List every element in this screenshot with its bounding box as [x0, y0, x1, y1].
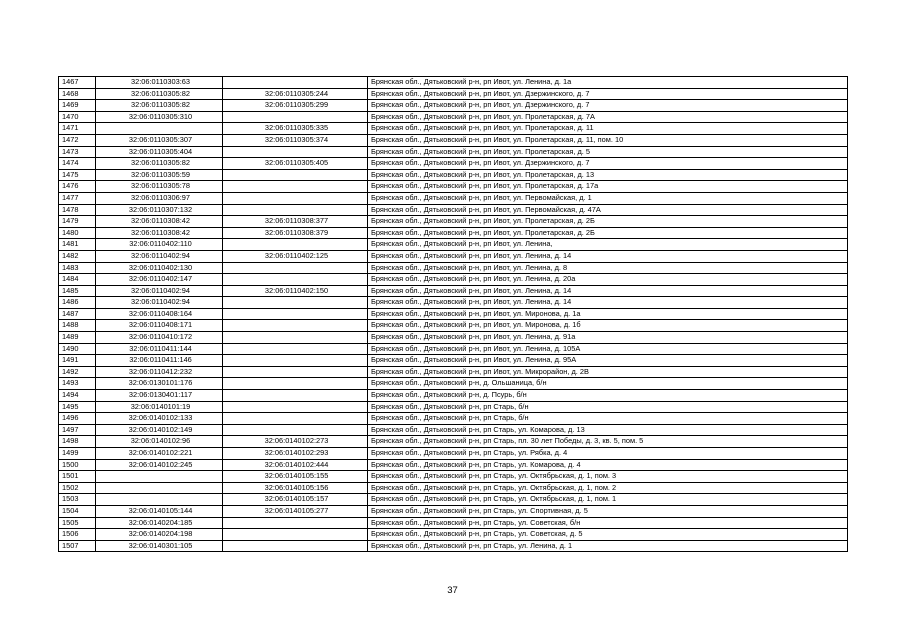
- address-cell: Брянская обл., Дятьковский р-н, рп Старь, ул. Октябрьская, д. 1, пом. 2: [368, 482, 848, 494]
- row-number-cell: 1471: [59, 123, 96, 135]
- table-row: [59, 482, 848, 494]
- land-cadastral-number-cell: 32:06:0140204:198: [96, 529, 223, 541]
- row-number-cell: 1495: [59, 401, 96, 413]
- building-cadastral-number-cell: 32:06:0140105:156: [223, 482, 368, 494]
- building-cadastral-number-cell: [223, 262, 368, 274]
- building-cadastral-number-cell: [223, 424, 368, 436]
- land-cadastral-number-cell: [96, 494, 223, 506]
- row-number-cell: 1468: [59, 88, 96, 100]
- table-row: [59, 250, 848, 262]
- land-cadastral-number-cell: 32:06:0110411:146: [96, 355, 223, 367]
- building-cadastral-number-cell: [223, 239, 368, 251]
- land-cadastral-number-cell: 32:06:0110305:78: [96, 181, 223, 193]
- row-number-cell: 1470: [59, 111, 96, 123]
- building-cadastral-number-cell: 32:06:0110402:150: [223, 285, 368, 297]
- land-cadastral-number-cell: 32:06:0110303:63: [96, 77, 223, 89]
- building-cadastral-number-cell: [223, 517, 368, 529]
- building-cadastral-number-cell: [223, 192, 368, 204]
- building-cadastral-number-cell: 32:06:0140102:273: [223, 436, 368, 448]
- address-cell: Брянская обл., Дятьковский р-н, рп Ивот, ул. Ленина, д. 8: [368, 262, 848, 274]
- row-number-cell: 1496: [59, 413, 96, 425]
- land-cadastral-number-cell: 32:06:0110305:82: [96, 88, 223, 100]
- land-cadastral-number-cell: 32:06:0140102:149: [96, 424, 223, 436]
- table-row: [59, 169, 848, 181]
- row-number-cell: 1490: [59, 343, 96, 355]
- address-cell: Брянская обл., Дятьковский р-н, рп Ивот, ул. Первомайская, д. 47А: [368, 204, 848, 216]
- table-row: [59, 123, 848, 135]
- address-cell: Брянская обл., Дятьковский р-н, рп Ивот, ул. Пролетарская, д. 13: [368, 169, 848, 181]
- table-row: [59, 424, 848, 436]
- table-row: [59, 227, 848, 239]
- row-number-cell: 1500: [59, 459, 96, 471]
- row-number-cell: 1502: [59, 482, 96, 494]
- land-cadastral-number-cell: 32:06:0110306:97: [96, 192, 223, 204]
- page-number: 37: [447, 585, 458, 596]
- row-number-cell: 1486: [59, 297, 96, 309]
- table-row: [59, 471, 848, 483]
- address-cell: Брянская обл., Дятьковский р-н, рп Ивот, ул. Микрорайон, д. 2В: [368, 366, 848, 378]
- row-number-cell: 1478: [59, 204, 96, 216]
- table-row: [59, 134, 848, 146]
- building-cadastral-number-cell: [223, 146, 368, 158]
- row-number-cell: 1499: [59, 448, 96, 460]
- address-cell: Брянская обл., Дятьковский р-н, рп Ивот, ул. Ленина, д. 91а: [368, 332, 848, 344]
- building-cadastral-number-cell: [223, 413, 368, 425]
- address-cell: Брянская обл., Дятьковский р-н, рп Ивот, ул. Ленина, д. 14: [368, 285, 848, 297]
- building-cadastral-number-cell: 32:06:0140105:277: [223, 505, 368, 517]
- building-cadastral-number-cell: [223, 529, 368, 541]
- row-number-cell: 1498: [59, 436, 96, 448]
- row-number-cell: 1476: [59, 181, 96, 193]
- address-cell: Брянская обл., Дятьковский р-н, рп Ивот, ул. Ленина, д. 14: [368, 297, 848, 309]
- address-cell: Брянская обл., Дятьковский р-н, рп Старь, ул. Рябка, д. 4: [368, 448, 848, 460]
- land-cadastral-number-cell: 32:06:0110308:42: [96, 227, 223, 239]
- table-row: [59, 505, 848, 517]
- address-cell: Брянская обл., Дятьковский р-н, рп Ивот, ул. Ленина, д. 1а: [368, 77, 848, 89]
- address-cell: Брянская обл., Дятьковский р-н, рп Ивот, ул. Миронова, д. 1а: [368, 308, 848, 320]
- table-row: [59, 285, 848, 297]
- building-cadastral-number-cell: [223, 77, 368, 89]
- table-row: [59, 100, 848, 112]
- table-row: [59, 308, 848, 320]
- building-cadastral-number-cell: [223, 366, 368, 378]
- land-cadastral-number-cell: 32:06:0140102:133: [96, 413, 223, 425]
- building-cadastral-number-cell: [223, 540, 368, 552]
- table-row: [59, 216, 848, 228]
- land-cadastral-number-cell: 32:06:0110305:307: [96, 134, 223, 146]
- address-cell: Брянская обл., Дятьковский р-н, рп Ивот, ул. Ленина, д. 105А: [368, 343, 848, 355]
- building-cadastral-number-cell: [223, 332, 368, 344]
- address-cell: Брянская обл., Дятьковский р-н, рп Старь, ул. Комарова, д. 4: [368, 459, 848, 471]
- building-cadastral-number-cell: 32:06:0110308:377: [223, 216, 368, 228]
- row-number-cell: 1485: [59, 285, 96, 297]
- land-cadastral-number-cell: 32:06:0140102:96: [96, 436, 223, 448]
- row-number-cell: 1480: [59, 227, 96, 239]
- address-cell: Брянская обл., Дятьковский р-н, д. Ольшаница, б/н: [368, 378, 848, 390]
- address-cell: Брянская обл., Дятьковский р-н, рп Старь, б/н: [368, 401, 848, 413]
- table-row: [59, 459, 848, 471]
- table-row: [59, 77, 848, 89]
- land-cadastral-number-cell: 32:06:0140102:245: [96, 459, 223, 471]
- row-number-cell: 1504: [59, 505, 96, 517]
- building-cadastral-number-cell: 32:06:0110305:244: [223, 88, 368, 100]
- building-cadastral-number-cell: [223, 378, 368, 390]
- address-cell: Брянская обл., Дятьковский р-н, рп Ивот, ул. Дзержинского, д. 7: [368, 158, 848, 170]
- address-cell: Брянская обл., Дятьковский р-н, рп Ивот, ул. Ленина, д. 14: [368, 250, 848, 262]
- row-number-cell: 1491: [59, 355, 96, 367]
- land-cadastral-number-cell: 32:06:0110307:132: [96, 204, 223, 216]
- building-cadastral-number-cell: 32:06:0140105:155: [223, 471, 368, 483]
- row-number-cell: 1469: [59, 100, 96, 112]
- row-number-cell: 1482: [59, 250, 96, 262]
- address-cell: Брянская обл., Дятьковский р-н, рп Старь, ул. Советская, б/н: [368, 517, 848, 529]
- land-cadastral-number-cell: 32:06:0140105:144: [96, 505, 223, 517]
- land-cadastral-number-cell: 32:06:0140301:105: [96, 540, 223, 552]
- table-row: [59, 378, 848, 390]
- table-row: [59, 111, 848, 123]
- table-row: [59, 320, 848, 332]
- land-cadastral-number-cell: 32:06:0130401:117: [96, 390, 223, 402]
- land-cadastral-number-cell: 32:06:0140102:221: [96, 448, 223, 460]
- table-row: [59, 355, 848, 367]
- table-row: [59, 390, 848, 402]
- building-cadastral-number-cell: [223, 181, 368, 193]
- address-cell: Брянская обл., Дятьковский р-н, рп Ивот, ул. Первомайская, д. 1: [368, 192, 848, 204]
- table-row: [59, 204, 848, 216]
- building-cadastral-number-cell: [223, 111, 368, 123]
- table-row: [59, 88, 848, 100]
- register-table-body: [59, 77, 848, 552]
- building-cadastral-number-cell: 32:06:0140102:444: [223, 459, 368, 471]
- building-cadastral-number-cell: [223, 169, 368, 181]
- row-number-cell: 1489: [59, 332, 96, 344]
- table-row: [59, 332, 848, 344]
- building-cadastral-number-cell: [223, 390, 368, 402]
- building-cadastral-number-cell: [223, 297, 368, 309]
- land-cadastral-number-cell: 32:06:0110402:130: [96, 262, 223, 274]
- land-cadastral-number-cell: 32:06:0110402:94: [96, 285, 223, 297]
- table-row: [59, 436, 848, 448]
- land-cadastral-number-cell: 32:06:0130101:176: [96, 378, 223, 390]
- address-cell: Брянская обл., Дятьковский р-н, рп Старь, ул. Октябрьская, д. 1, пом. 3: [368, 471, 848, 483]
- row-number-cell: 1494: [59, 390, 96, 402]
- row-number-cell: 1484: [59, 274, 96, 286]
- address-cell: Брянская обл., Дятьковский р-н, рп Ивот, ул. Пролетарская, д. 5: [368, 146, 848, 158]
- row-number-cell: 1488: [59, 320, 96, 332]
- building-cadastral-number-cell: [223, 401, 368, 413]
- row-number-cell: 1481: [59, 239, 96, 251]
- table-row: [59, 158, 848, 170]
- row-number-cell: 1473: [59, 146, 96, 158]
- land-cadastral-number-cell: [96, 123, 223, 135]
- building-cadastral-number-cell: 32:06:0140105:157: [223, 494, 368, 506]
- table-row: [59, 181, 848, 193]
- land-cadastral-number-cell: 32:06:0110308:42: [96, 216, 223, 228]
- land-cadastral-number-cell: 32:06:0110408:164: [96, 308, 223, 320]
- building-cadastral-number-cell: 32:06:0110305:405: [223, 158, 368, 170]
- building-cadastral-number-cell: 32:06:0110402:125: [223, 250, 368, 262]
- address-cell: Брянская обл., Дятьковский р-н, рп Старь, ул. Октябрьская, д. 1, пом. 1: [368, 494, 848, 506]
- land-cadastral-number-cell: 32:06:0110402:94: [96, 250, 223, 262]
- building-cadastral-number-cell: 32:06:0110308:379: [223, 227, 368, 239]
- address-cell: Брянская обл., Дятьковский р-н, рп Ивот, ул. Ленина, д. 95А: [368, 355, 848, 367]
- table-row: [59, 529, 848, 541]
- row-number-cell: 1479: [59, 216, 96, 228]
- building-cadastral-number-cell: 32:06:0110305:299: [223, 100, 368, 112]
- building-cadastral-number-cell: [223, 320, 368, 332]
- building-cadastral-number-cell: [223, 274, 368, 286]
- address-cell: Брянская обл., Дятьковский р-н, рп Ивот, ул. Ленина, д. 20а: [368, 274, 848, 286]
- address-cell: Брянская обл., Дятьковский р-н, рп Старь, ул. Ленина, д. 1: [368, 540, 848, 552]
- address-cell: Брянская обл., Дятьковский р-н, рп Старь, пл. 30 лет Победы, д. 3, кв. 5, пом. 5: [368, 436, 848, 448]
- property-register-table: [58, 76, 848, 552]
- table-row: [59, 239, 848, 251]
- land-cadastral-number-cell: [96, 482, 223, 494]
- land-cadastral-number-cell: 32:06:0110412:232: [96, 366, 223, 378]
- land-cadastral-number-cell: 32:06:0110305:59: [96, 169, 223, 181]
- table-row: [59, 146, 848, 158]
- address-cell: Брянская обл., Дятьковский р-н, рп Ивот, ул. Пролетарская, д. 11: [368, 123, 848, 135]
- table-row: [59, 262, 848, 274]
- row-number-cell: 1501: [59, 471, 96, 483]
- address-cell: Брянская обл., Дятьковский р-н, рп Ивот, ул. Ленина,: [368, 239, 848, 251]
- address-cell: Брянская обл., Дятьковский р-н, рп Ивот, ул. Дзержинского, д. 7: [368, 100, 848, 112]
- address-cell: Брянская обл., Дятьковский р-н, рп Ивот, ул. Пролетарская, д. 11, пом. 10: [368, 134, 848, 146]
- row-number-cell: 1507: [59, 540, 96, 552]
- building-cadastral-number-cell: 32:06:0110305:335: [223, 123, 368, 135]
- row-number-cell: 1474: [59, 158, 96, 170]
- row-number-cell: 1477: [59, 192, 96, 204]
- building-cadastral-number-cell: 32:06:0140102:293: [223, 448, 368, 460]
- table-row: [59, 274, 848, 286]
- land-cadastral-number-cell: 32:06:0110402:147: [96, 274, 223, 286]
- building-cadastral-number-cell: [223, 308, 368, 320]
- building-cadastral-number-cell: [223, 355, 368, 367]
- row-number-cell: 1487: [59, 308, 96, 320]
- address-cell: Брянская обл., Дятьковский р-н, рп Старь, ул. Комарова, д. 13: [368, 424, 848, 436]
- building-cadastral-number-cell: [223, 343, 368, 355]
- table-row: [59, 401, 848, 413]
- row-number-cell: 1506: [59, 529, 96, 541]
- row-number-cell: 1505: [59, 517, 96, 529]
- land-cadastral-number-cell: [96, 471, 223, 483]
- land-cadastral-number-cell: 32:06:0110305:82: [96, 158, 223, 170]
- address-cell: Брянская обл., Дятьковский р-н, рп Старь, б/н: [368, 413, 848, 425]
- table-row: [59, 297, 848, 309]
- address-cell: Брянская обл., Дятьковский р-н, д. Псурь, б/н: [368, 390, 848, 402]
- land-cadastral-number-cell: 32:06:0140204:185: [96, 517, 223, 529]
- table-row: [59, 366, 848, 378]
- table-row: [59, 540, 848, 552]
- address-cell: Брянская обл., Дятьковский р-н, рп Старь, ул. Спортивная, д. 5: [368, 505, 848, 517]
- address-cell: Брянская обл., Дятьковский р-н, рп Старь, ул. Советская, д. 5: [368, 529, 848, 541]
- row-number-cell: 1475: [59, 169, 96, 181]
- land-cadastral-number-cell: 32:06:0140101:19: [96, 401, 223, 413]
- table-row: [59, 494, 848, 506]
- table-row: [59, 343, 848, 355]
- land-cadastral-number-cell: 32:06:0110402:94: [96, 297, 223, 309]
- table-row: [59, 413, 848, 425]
- row-number-cell: 1472: [59, 134, 96, 146]
- row-number-cell: 1503: [59, 494, 96, 506]
- land-cadastral-number-cell: 32:06:0110305:404: [96, 146, 223, 158]
- row-number-cell: 1493: [59, 378, 96, 390]
- address-cell: Брянская обл., Дятьковский р-н, рп Ивот, ул. Пролетарская, д. 2Б: [368, 227, 848, 239]
- land-cadastral-number-cell: 32:06:0110305:82: [96, 100, 223, 112]
- row-number-cell: 1483: [59, 262, 96, 274]
- row-number-cell: 1497: [59, 424, 96, 436]
- land-cadastral-number-cell: 32:06:0110408:171: [96, 320, 223, 332]
- table-row: [59, 517, 848, 529]
- land-cadastral-number-cell: 32:06:0110410:172: [96, 332, 223, 344]
- row-number-cell: 1492: [59, 366, 96, 378]
- table-row: [59, 192, 848, 204]
- land-cadastral-number-cell: 32:06:0110411:144: [96, 343, 223, 355]
- land-cadastral-number-cell: 32:06:0110305:310: [96, 111, 223, 123]
- land-cadastral-number-cell: 32:06:0110402:110: [96, 239, 223, 251]
- building-cadastral-number-cell: [223, 204, 368, 216]
- table-row: [59, 448, 848, 460]
- address-cell: Брянская обл., Дятьковский р-н, рп Ивот, ул. Пролетарская, д. 2Б: [368, 216, 848, 228]
- address-cell: Брянская обл., Дятьковский р-н, рп Ивот, ул. Миронова, д. 1б: [368, 320, 848, 332]
- address-cell: Брянская обл., Дятьковский р-н, рп Ивот, ул. Пролетарская, д. 17а: [368, 181, 848, 193]
- address-cell: Брянская обл., Дятьковский р-н, рп Ивот, ул. Пролетарская, д. 7А: [368, 111, 848, 123]
- building-cadastral-number-cell: 32:06:0110305:374: [223, 134, 368, 146]
- address-cell: Брянская обл., Дятьковский р-н, рп Ивот, ул. Дзержинского, д. 7: [368, 88, 848, 100]
- row-number-cell: 1467: [59, 77, 96, 89]
